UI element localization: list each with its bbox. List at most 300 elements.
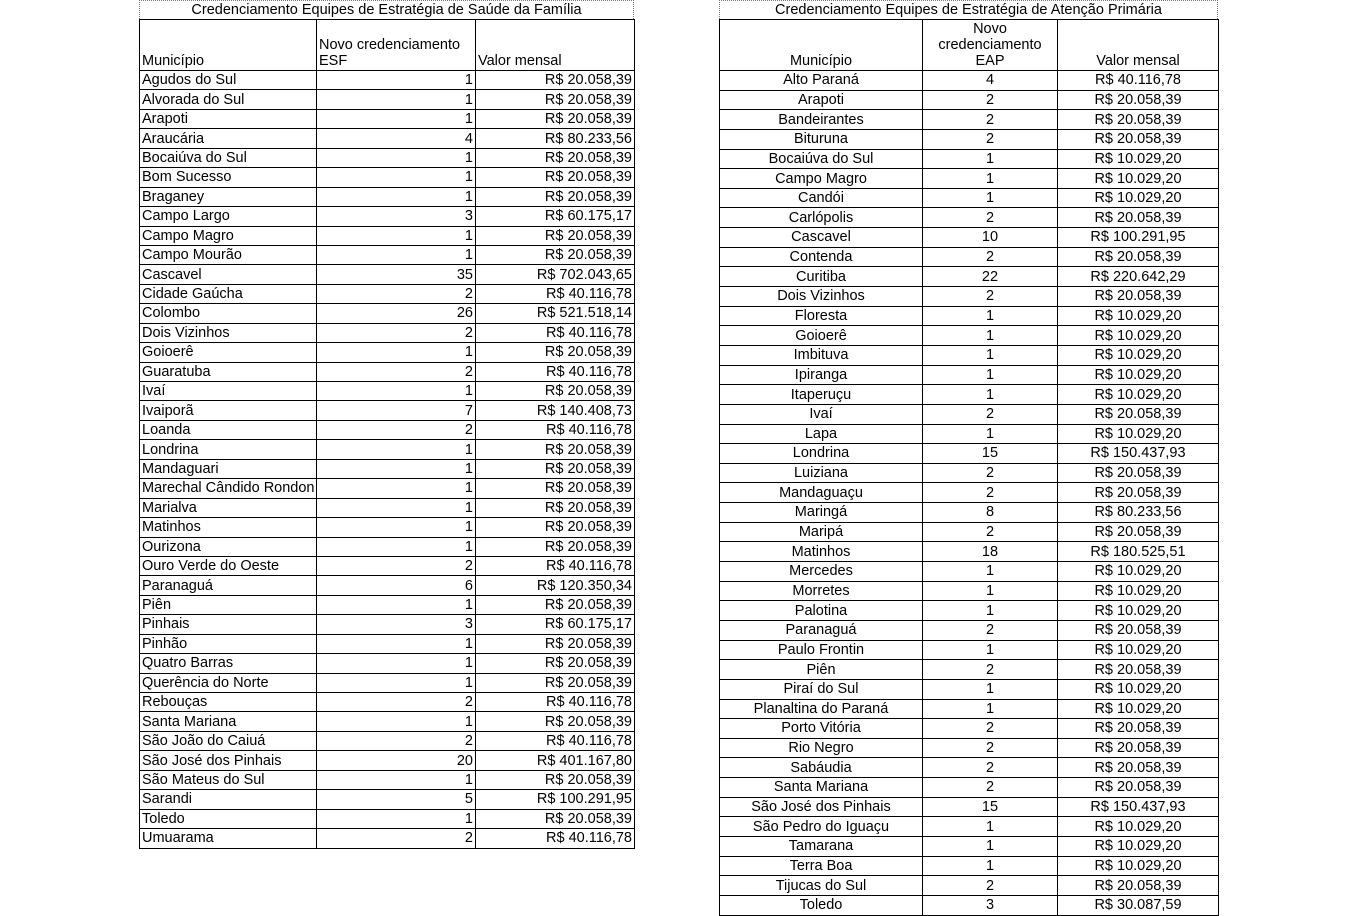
- value-cell: R$ 40.116,78: [476, 556, 635, 575]
- value-cell: R$ 80.233,56: [476, 129, 635, 148]
- table-row: [720, 483, 1219, 503]
- quantity-cell: 2: [317, 693, 476, 712]
- municipio-cell: Luiziana: [720, 463, 923, 483]
- table-row: [720, 287, 1219, 307]
- table-row: [720, 817, 1219, 837]
- quantity-cell: 1: [317, 770, 476, 789]
- quantity-cell: 2: [923, 778, 1058, 798]
- municipio-cell: Goioerê: [140, 343, 317, 362]
- value-cell: R$ 10.029,20: [1058, 149, 1219, 169]
- municipio-cell: Matinhos: [140, 518, 317, 537]
- value-cell: R$ 40.116,78: [476, 829, 635, 848]
- quantity-cell: 1: [317, 595, 476, 614]
- value-cell: R$ 40.116,78: [1058, 71, 1219, 91]
- municipio-cell: Santa Mariana: [720, 778, 923, 798]
- table-row: [720, 169, 1219, 189]
- municipio-cell: Curitiba: [720, 267, 923, 287]
- value-cell: R$ 20.058,39: [1058, 660, 1219, 680]
- value-cell: R$ 30.087,59: [1058, 895, 1219, 915]
- table-row: [720, 306, 1219, 326]
- quantity-cell: 1: [317, 459, 476, 478]
- eap-header-quantity: [923, 20, 1058, 71]
- table-row: [720, 522, 1219, 542]
- table-row: [720, 601, 1219, 621]
- quantity-cell: 2: [923, 110, 1058, 130]
- table-row: [140, 245, 635, 264]
- value-cell: R$ 20.058,39: [1058, 719, 1219, 739]
- quantity-cell: 35: [317, 265, 476, 284]
- municipio-cell: Floresta: [720, 306, 923, 326]
- table-row: [720, 267, 1219, 287]
- value-cell: R$ 10.029,20: [1058, 365, 1219, 385]
- table-row: [720, 110, 1219, 130]
- value-cell: R$ 100.291,95: [1058, 228, 1219, 248]
- municipio-cell: Lapa: [720, 424, 923, 444]
- table-row: [720, 463, 1219, 483]
- municipio-cell: Agudos do Sul: [140, 71, 317, 90]
- table-row: [140, 712, 635, 731]
- value-cell: R$ 20.058,39: [476, 654, 635, 673]
- quantity-cell: 1: [317, 90, 476, 109]
- table-row: [140, 284, 635, 303]
- table-row: [720, 876, 1219, 896]
- value-cell: R$ 521.518,14: [476, 304, 635, 323]
- value-cell: R$ 20.058,39: [1058, 738, 1219, 758]
- value-cell: R$ 20.058,39: [1058, 758, 1219, 778]
- table-row: [140, 420, 635, 439]
- value-cell: R$ 401.167,80: [476, 751, 635, 770]
- municipio-cell: Pinhão: [140, 634, 317, 653]
- municipio-cell: Itaperuçu: [720, 385, 923, 405]
- value-cell: R$ 10.029,20: [1058, 306, 1219, 326]
- quantity-cell: 3: [317, 207, 476, 226]
- value-cell: R$ 40.116,78: [476, 284, 635, 303]
- table-row: [140, 304, 635, 323]
- value-cell: R$ 20.058,39: [1058, 522, 1219, 542]
- quantity-cell: 1: [923, 856, 1058, 876]
- table-row: [140, 362, 635, 381]
- table-row: [720, 149, 1219, 169]
- quantity-cell: 2: [923, 129, 1058, 149]
- quantity-cell: 1: [317, 168, 476, 187]
- value-cell: R$ 20.058,39: [476, 770, 635, 789]
- municipio-cell: Ipiranga: [720, 365, 923, 385]
- quantity-cell: 1: [923, 679, 1058, 699]
- table-row: [720, 208, 1219, 228]
- value-cell: R$ 40.116,78: [476, 362, 635, 381]
- quantity-cell: 1: [317, 518, 476, 537]
- value-cell: R$ 20.058,39: [1058, 287, 1219, 307]
- value-cell: R$ 20.058,39: [476, 712, 635, 731]
- table-row: [140, 634, 635, 653]
- municipio-cell: Braganey: [140, 187, 317, 206]
- municipio-cell: Imbituva: [720, 345, 923, 365]
- municipio-cell: Querência do Norte: [140, 673, 317, 692]
- quantity-cell: 1: [317, 148, 476, 167]
- eap-header-quantity-line3: EAP: [975, 53, 1005, 69]
- table-row: [140, 829, 635, 848]
- table-row: [720, 719, 1219, 739]
- municipio-cell: Bituruna: [720, 129, 923, 149]
- table-row: [720, 542, 1219, 562]
- quantity-cell: 3: [317, 615, 476, 634]
- value-cell: R$ 40.116,78: [476, 323, 635, 342]
- municipio-cell: Ivaí: [140, 382, 317, 401]
- municipio-cell: Arapoti: [140, 109, 317, 128]
- municipio-cell: Candói: [720, 188, 923, 208]
- value-cell: R$ 20.058,39: [1058, 778, 1219, 798]
- municipio-cell: Planaltina do Paraná: [720, 699, 923, 719]
- value-cell: R$ 20.058,39: [1058, 876, 1219, 896]
- value-cell: R$ 20.058,39: [476, 518, 635, 537]
- value-cell: R$ 40.116,78: [476, 731, 635, 750]
- quantity-cell: 1: [923, 699, 1058, 719]
- table-row: [720, 836, 1219, 856]
- quantity-cell: 1: [923, 640, 1058, 660]
- table-row: [720, 758, 1219, 778]
- municipio-cell: Paulo Frontin: [720, 640, 923, 660]
- table-row: [720, 797, 1219, 817]
- quantity-cell: 1: [317, 537, 476, 556]
- eap-header-value: Valor mensal: [1058, 20, 1219, 71]
- municipio-cell: Alvorada do Sul: [140, 90, 317, 109]
- table-row: [720, 404, 1219, 424]
- municipio-cell: Paranaguá: [720, 620, 923, 640]
- table-row: [720, 71, 1219, 91]
- table-row: [720, 424, 1219, 444]
- municipio-cell: Goioerê: [720, 326, 923, 346]
- value-cell: R$ 20.058,39: [476, 479, 635, 498]
- value-cell: R$ 40.116,78: [476, 420, 635, 439]
- quantity-cell: 1: [317, 479, 476, 498]
- eap-header-quantity-line2: credenciamento: [938, 37, 1042, 53]
- value-cell: R$ 20.058,39: [476, 109, 635, 128]
- value-cell: R$ 80.233,56: [1058, 503, 1219, 523]
- municipio-cell: Porto Vitória: [720, 719, 923, 739]
- value-cell: R$ 10.029,20: [1058, 699, 1219, 719]
- table-row: [140, 731, 635, 750]
- municipio-cell: Bom Sucesso: [140, 168, 317, 187]
- table-row: [140, 187, 635, 206]
- quantity-cell: 15: [923, 797, 1058, 817]
- quantity-cell: 1: [317, 382, 476, 401]
- quantity-cell: 1: [923, 562, 1058, 582]
- quantity-cell: 3: [923, 895, 1058, 915]
- value-cell: R$ 20.058,39: [476, 595, 635, 614]
- quantity-cell: 2: [923, 758, 1058, 778]
- value-cell: R$ 100.291,95: [476, 790, 635, 809]
- municipio-cell: Londrina: [720, 444, 923, 464]
- table-row: [720, 738, 1219, 758]
- value-cell: R$ 10.029,20: [1058, 817, 1219, 837]
- quantity-cell: 2: [317, 829, 476, 848]
- municipio-cell: Colombo: [140, 304, 317, 323]
- municipio-cell: Rio Negro: [720, 738, 923, 758]
- table-row: [140, 576, 635, 595]
- municipio-cell: Toledo: [720, 895, 923, 915]
- quantity-cell: 1: [923, 836, 1058, 856]
- municipio-cell: Contenda: [720, 247, 923, 267]
- quantity-cell: 1: [923, 306, 1058, 326]
- table-row: [140, 323, 635, 342]
- quantity-cell: 1: [317, 440, 476, 459]
- value-cell: R$ 20.058,39: [476, 634, 635, 653]
- value-cell: R$ 20.058,39: [476, 90, 635, 109]
- municipio-cell: Ivaiporã: [140, 401, 317, 420]
- municipio-cell: Dois Vizinhos: [140, 323, 317, 342]
- value-cell: R$ 20.058,39: [1058, 483, 1219, 503]
- quantity-cell: 1: [317, 654, 476, 673]
- quantity-cell: 1: [923, 385, 1058, 405]
- value-cell: R$ 20.058,39: [1058, 208, 1219, 228]
- quantity-cell: 1: [923, 601, 1058, 621]
- quantity-cell: 8: [923, 503, 1058, 523]
- value-cell: R$ 20.058,39: [1058, 90, 1219, 110]
- table-row: [140, 595, 635, 614]
- municipio-cell: Campo Largo: [140, 207, 317, 226]
- quantity-cell: 1: [317, 673, 476, 692]
- municipio-cell: Quatro Barras: [140, 654, 317, 673]
- municipio-cell: Rebouças: [140, 693, 317, 712]
- quantity-cell: 1: [317, 226, 476, 245]
- quantity-cell: 1: [923, 188, 1058, 208]
- value-cell: R$ 20.058,39: [476, 245, 635, 264]
- esf-table-title: Credenciamento Equipes de Estratégia de Saúde da Família: [139, 0, 634, 19]
- quantity-cell: 2: [923, 620, 1058, 640]
- municipio-cell: Piên: [720, 660, 923, 680]
- value-cell: R$ 10.029,20: [1058, 562, 1219, 582]
- quantity-cell: 1: [317, 343, 476, 362]
- value-cell: R$ 20.058,39: [476, 809, 635, 828]
- municipio-cell: Araucária: [140, 129, 317, 148]
- quantity-cell: 2: [923, 287, 1058, 307]
- table-row: [720, 856, 1219, 876]
- table-row: [720, 778, 1219, 798]
- quantity-cell: 1: [317, 245, 476, 264]
- quantity-cell: 1: [923, 581, 1058, 601]
- value-cell: R$ 20.058,39: [476, 537, 635, 556]
- quantity-cell: 26: [317, 304, 476, 323]
- municipio-cell: Tamarana: [720, 836, 923, 856]
- eap-header-quantity-line1: Novo: [973, 21, 1007, 37]
- quantity-cell: 2: [923, 738, 1058, 758]
- municipio-cell: Cidade Gaúcha: [140, 284, 317, 303]
- municipio-cell: Alto Paraná: [720, 71, 923, 91]
- value-cell: R$ 20.058,39: [476, 498, 635, 517]
- quantity-cell: 1: [317, 809, 476, 828]
- value-cell: R$ 20.058,39: [1058, 463, 1219, 483]
- table-row: [140, 440, 635, 459]
- table-row: [140, 615, 635, 634]
- table-row: [140, 693, 635, 712]
- value-cell: R$ 20.058,39: [476, 168, 635, 187]
- quantity-cell: 6: [317, 576, 476, 595]
- table-row: [140, 770, 635, 789]
- quantity-cell: 2: [923, 90, 1058, 110]
- value-cell: R$ 20.058,39: [476, 71, 635, 90]
- esf-table-block: [139, 0, 634, 849]
- quantity-cell: 2: [317, 731, 476, 750]
- value-cell: R$ 20.058,39: [476, 187, 635, 206]
- value-cell: R$ 40.116,78: [476, 693, 635, 712]
- municipio-cell: São Pedro do Iguaçu: [720, 817, 923, 837]
- table-row: [140, 207, 635, 226]
- value-cell: R$ 10.029,20: [1058, 385, 1219, 405]
- eap-table-body: [720, 71, 1219, 916]
- eap-table: [719, 19, 1219, 916]
- value-cell: R$ 20.058,39: [1058, 404, 1219, 424]
- table-row: [720, 326, 1219, 346]
- municipio-cell: Santa Mariana: [140, 712, 317, 731]
- municipio-cell: Sabáudia: [720, 758, 923, 778]
- quantity-cell: 1: [923, 424, 1058, 444]
- quantity-cell: 2: [317, 556, 476, 575]
- table-row: [140, 129, 635, 148]
- table-row: [720, 660, 1219, 680]
- table-row: [720, 365, 1219, 385]
- quantity-cell: 2: [317, 284, 476, 303]
- municipio-cell: Palotina: [720, 601, 923, 621]
- quantity-cell: 2: [923, 660, 1058, 680]
- table-row: [720, 503, 1219, 523]
- quantity-cell: 1: [923, 169, 1058, 189]
- table-row: [720, 699, 1219, 719]
- quantity-cell: 4: [923, 71, 1058, 91]
- table-row: [140, 226, 635, 245]
- quantity-cell: 2: [923, 522, 1058, 542]
- esf-header-quantity-line1: Novo credenciamento: [319, 37, 461, 53]
- municipio-cell: Toledo: [140, 809, 317, 828]
- quantity-cell: 1: [317, 187, 476, 206]
- municipio-cell: Marialva: [140, 498, 317, 517]
- value-cell: R$ 20.058,39: [476, 440, 635, 459]
- esf-table: [139, 19, 635, 849]
- quantity-cell: 1: [317, 109, 476, 128]
- municipio-cell: Tijucas do Sul: [720, 876, 923, 896]
- value-cell: R$ 10.029,20: [1058, 640, 1219, 660]
- municipio-cell: São José dos Pinhais: [720, 797, 923, 817]
- quantity-cell: 7: [317, 401, 476, 420]
- municipio-cell: Umuarama: [140, 829, 317, 848]
- municipio-cell: Pinhais: [140, 615, 317, 634]
- value-cell: R$ 10.029,20: [1058, 601, 1219, 621]
- table-row: [720, 385, 1219, 405]
- municipio-cell: Maripá: [720, 522, 923, 542]
- value-cell: R$ 20.058,39: [1058, 620, 1219, 640]
- municipio-cell: Marechal Cândido Rondon: [140, 479, 317, 498]
- municipio-cell: São José dos Pinhais: [140, 751, 317, 770]
- value-cell: R$ 702.043,65: [476, 265, 635, 284]
- value-cell: R$ 150.437,93: [1058, 797, 1219, 817]
- value-cell: R$ 20.058,39: [476, 343, 635, 362]
- municipio-cell: Mandaguari: [140, 459, 317, 478]
- table-row: [140, 343, 635, 362]
- municipio-cell: Morretes: [720, 581, 923, 601]
- table-row: [720, 228, 1219, 248]
- value-cell: R$ 10.029,20: [1058, 188, 1219, 208]
- value-cell: R$ 10.029,20: [1058, 345, 1219, 365]
- table-row: [720, 188, 1219, 208]
- table-row: [140, 751, 635, 770]
- value-cell: R$ 20.058,39: [476, 148, 635, 167]
- municipio-cell: Ourizona: [140, 537, 317, 556]
- esf-header-quantity-line2: ESF: [319, 53, 348, 69]
- municipio-cell: Guaratuba: [140, 362, 317, 381]
- municipio-cell: Campo Magro: [140, 226, 317, 245]
- table-row: [720, 444, 1219, 464]
- value-cell: R$ 10.029,20: [1058, 169, 1219, 189]
- value-cell: R$ 150.437,93: [1058, 444, 1219, 464]
- table-row: [140, 498, 635, 517]
- municipio-cell: Dois Vizinhos: [720, 287, 923, 307]
- table-row: [720, 895, 1219, 915]
- esf-header-value: Valor mensal: [476, 20, 635, 71]
- table-row: [720, 90, 1219, 110]
- quantity-cell: 1: [317, 71, 476, 90]
- municipio-cell: Cascavel: [720, 228, 923, 248]
- quantity-cell: 1: [923, 817, 1058, 837]
- table-row: [140, 556, 635, 575]
- table-row: [140, 168, 635, 187]
- table-row: [140, 71, 635, 90]
- municipio-cell: Ouro Verde do Oeste: [140, 556, 317, 575]
- table-row: [720, 581, 1219, 601]
- quantity-cell: 2: [923, 483, 1058, 503]
- value-cell: R$ 220.642,29: [1058, 267, 1219, 287]
- quantity-cell: 1: [923, 149, 1058, 169]
- municipio-cell: Mandaguaçu: [720, 483, 923, 503]
- table-row: [140, 382, 635, 401]
- municipio-cell: Bocaiúva do Sul: [720, 149, 923, 169]
- quantity-cell: 2: [923, 463, 1058, 483]
- table-row: [720, 562, 1219, 582]
- esf-header-row: [140, 20, 635, 71]
- table-row: [720, 640, 1219, 660]
- eap-table-title: Credenciamento Equipes de Estratégia de Atenção Primária: [719, 0, 1218, 19]
- municipio-cell: São Mateus do Sul: [140, 770, 317, 789]
- municipio-cell: São João do Caiuá: [140, 731, 317, 750]
- quantity-cell: 4: [317, 129, 476, 148]
- municipio-cell: Piraí do Sul: [720, 679, 923, 699]
- value-cell: R$ 10.029,20: [1058, 836, 1219, 856]
- value-cell: R$ 20.058,39: [476, 382, 635, 401]
- quantity-cell: 22: [923, 267, 1058, 287]
- table-row: [720, 620, 1219, 640]
- quantity-cell: 2: [923, 719, 1058, 739]
- quantity-cell: 1: [923, 326, 1058, 346]
- quantity-cell: 2: [317, 362, 476, 381]
- quantity-cell: 2: [923, 247, 1058, 267]
- quantity-cell: 2: [317, 420, 476, 439]
- quantity-cell: 2: [923, 404, 1058, 424]
- table-row: [140, 459, 635, 478]
- value-cell: R$ 20.058,39: [1058, 110, 1219, 130]
- table-row: [140, 90, 635, 109]
- value-cell: R$ 140.408,73: [476, 401, 635, 420]
- table-row: [720, 129, 1219, 149]
- value-cell: R$ 10.029,20: [1058, 581, 1219, 601]
- municipio-cell: Bocaiúva do Sul: [140, 148, 317, 167]
- municipio-cell: Mercedes: [720, 562, 923, 582]
- table-row: [140, 479, 635, 498]
- value-cell: R$ 20.058,39: [1058, 129, 1219, 149]
- table-row: [140, 654, 635, 673]
- eap-header-municipio: Município: [720, 20, 923, 71]
- municipio-cell: Paranaguá: [140, 576, 317, 595]
- table-row: [140, 109, 635, 128]
- table-row: [140, 401, 635, 420]
- quantity-cell: 20: [317, 751, 476, 770]
